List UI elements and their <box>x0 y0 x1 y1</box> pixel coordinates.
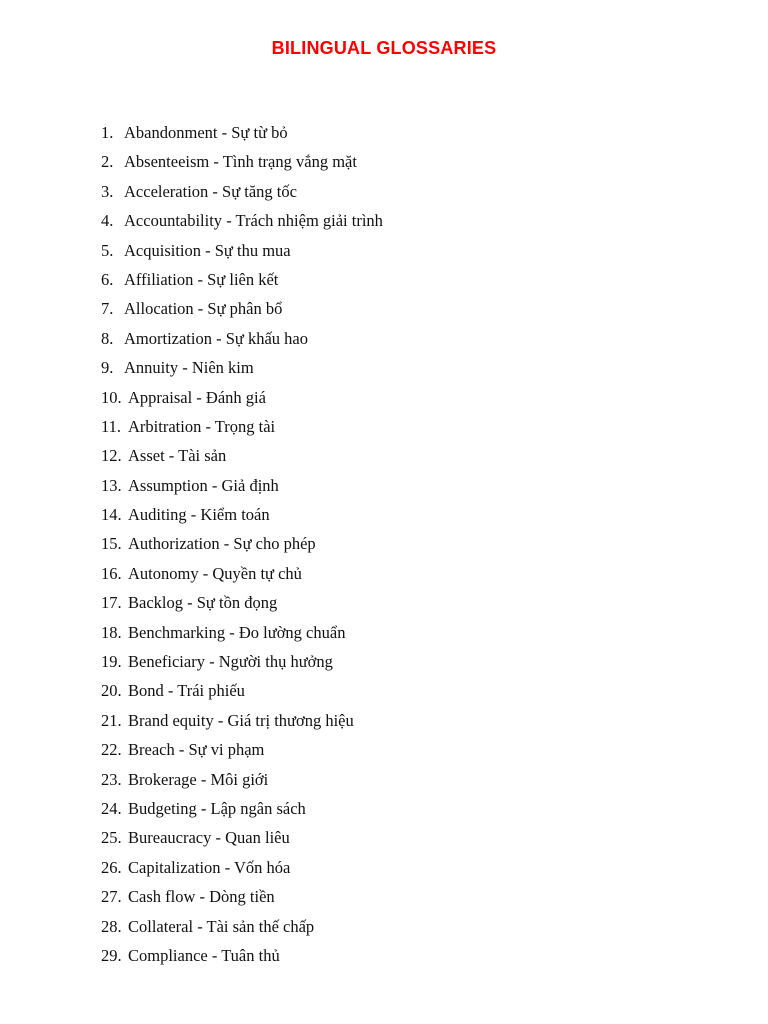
entry-term: Autonomy <box>128 563 199 583</box>
entry-separator: - <box>174 740 189 760</box>
glossary-entry <box>101 794 383 823</box>
entry-translation: Tuân thủ <box>221 945 280 965</box>
entry-number: 23. <box>101 769 122 789</box>
entry-term: Annuity <box>124 358 179 378</box>
entry-separator: - <box>201 240 215 260</box>
entry-separator: - <box>211 328 226 348</box>
entry-number: 11. <box>101 416 122 436</box>
entry-term: Brand equity <box>128 710 214 730</box>
entry-term: Benchmarking <box>128 622 226 642</box>
entry-separator: - <box>222 211 236 231</box>
entry-term: Amortization <box>124 328 212 348</box>
entry-number: 19. <box>101 652 122 672</box>
entry-term: Affiliation <box>124 269 194 289</box>
glossary-entry <box>101 353 383 382</box>
glossary-entry <box>101 676 383 705</box>
entry-number: 8. <box>101 328 114 348</box>
glossary-entry <box>101 647 383 676</box>
glossary-entry <box>101 588 383 617</box>
entry-separator: - <box>186 505 201 525</box>
entry-term: Budgeting <box>128 798 197 818</box>
entry-translation: Đo lường chuẩn <box>238 622 346 642</box>
entry-separator: - <box>207 945 222 965</box>
glossary-entry <box>101 236 383 265</box>
entry-translation: Lập ngân sách <box>210 798 306 818</box>
entry-separator: - <box>204 652 219 672</box>
glossary-entry <box>101 206 383 235</box>
entry-separator: - <box>193 916 207 936</box>
glossary-entry <box>101 529 383 558</box>
entry-term: Abandonment <box>124 123 218 142</box>
entry-translation: Tài sản thế chấp <box>206 916 315 936</box>
entry-term: Absenteeism <box>124 152 210 172</box>
entry-term: Accountability <box>124 211 223 231</box>
entry-separator: - <box>220 857 235 877</box>
entry-translation: Kiểm toán <box>200 505 270 525</box>
entry-term: Cash flow <box>128 887 196 907</box>
entry-number: 22. <box>101 740 122 760</box>
entry-term: Authorization <box>128 534 220 554</box>
entry-translation: Quyền tự chủ <box>212 563 302 583</box>
entry-separator: - <box>198 563 213 583</box>
entry-term: Asset <box>128 446 165 466</box>
glossary-entry <box>101 177 383 206</box>
entry-term: Auditing <box>128 505 187 525</box>
entry-separator: - <box>164 446 179 466</box>
entry-separator: - <box>219 534 234 554</box>
glossary-entry <box>101 471 383 500</box>
glossary-entry <box>101 412 383 441</box>
glossary-entry <box>101 500 383 529</box>
entry-translation: Giả định <box>221 475 279 495</box>
entry-term: Bureaucracy <box>128 828 212 848</box>
entry-separator: - <box>196 798 211 818</box>
entry-term: Arbitration <box>128 416 202 436</box>
entry-term: Brokerage <box>128 769 197 789</box>
glossary-entry <box>101 853 383 882</box>
glossary-entry <box>101 735 383 764</box>
entry-term: Bond <box>128 681 164 701</box>
entry-number: 14. <box>101 505 122 525</box>
glossary-entry <box>101 823 383 852</box>
entry-separator: - <box>213 710 228 730</box>
entry-number: 5. <box>101 240 114 260</box>
entry-translation: Trọng tài <box>214 416 276 436</box>
entry-translation: Sự khấu hao <box>225 328 309 348</box>
glossary-entry <box>101 706 383 735</box>
entry-number: 20. <box>101 681 122 701</box>
entry-separator: - <box>217 123 232 142</box>
entry-translation: Người thụ hưởng <box>218 652 333 672</box>
entry-number: 17. <box>101 593 122 613</box>
entry-number: 7. <box>101 299 114 319</box>
glossary-entry <box>101 912 383 941</box>
entry-translation: Vốn hóa <box>234 857 291 877</box>
entry-translation: Giá trị thương hiệu <box>227 710 354 730</box>
entry-translation: Sự liên kết <box>207 269 279 289</box>
entry-separator: - <box>192 387 206 407</box>
entry-term: Collateral <box>128 916 194 936</box>
entry-translation: Sự phân bổ <box>207 299 283 319</box>
glossary-entry <box>101 324 383 353</box>
entry-number: 26. <box>101 857 122 877</box>
entry-number: 2. <box>101 152 114 172</box>
entry-term: Allocation <box>124 299 194 319</box>
entry-separator: - <box>193 299 208 319</box>
entry-number: 29. <box>101 945 122 965</box>
glossary-entry <box>101 147 383 176</box>
glossary-entry <box>101 618 383 647</box>
glossary-list <box>101 118 383 970</box>
entry-term: Assumption <box>128 475 208 495</box>
entry-translation: Tình trạng vắng mặt <box>222 152 357 172</box>
entry-separator: - <box>193 269 208 289</box>
entry-translation: Sự vi phạm <box>188 740 265 760</box>
entry-term: Beneficiary <box>128 652 205 672</box>
entry-number: 28. <box>101 916 122 936</box>
entry-number: 25. <box>101 828 122 848</box>
entry-number: 15. <box>101 534 122 554</box>
entry-number: 13. <box>101 475 122 495</box>
entry-separator: - <box>207 475 222 495</box>
glossary-entry <box>101 765 383 794</box>
entry-separator: - <box>208 181 223 201</box>
entry-number: 27. <box>101 887 122 907</box>
glossary-entry <box>101 118 383 147</box>
entry-translation: Sự tồn đọng <box>196 593 278 613</box>
entry-term: Acquisition <box>124 240 201 260</box>
entry-term: Backlog <box>128 593 183 613</box>
page-title: BILINGUAL GLOSSARIES <box>271 38 497 58</box>
entry-term: Capitalization <box>128 857 221 877</box>
entry-translation: Sự tăng tốc <box>222 181 297 201</box>
entry-translation: Quan liêu <box>225 828 290 848</box>
glossary-entry <box>101 294 383 323</box>
entry-number: 6. <box>101 269 114 289</box>
entry-number: 18. <box>101 622 122 642</box>
entry-separator: - <box>178 358 192 378</box>
entry-separator: - <box>163 681 178 701</box>
entry-number: 9. <box>101 358 114 378</box>
entry-separator: - <box>211 828 226 848</box>
entry-translation: Môi giới <box>210 769 269 789</box>
entry-term: Breach <box>128 740 175 760</box>
entry-number: 24. <box>101 798 122 818</box>
entry-translation: Dòng tiền <box>209 887 275 907</box>
entry-number: 21. <box>101 710 122 730</box>
glossary-entry <box>101 882 383 911</box>
entry-translation: Trách nhiệm giải trình <box>235 211 383 231</box>
entry-translation: Niên kim <box>191 358 254 378</box>
glossary-entry <box>101 441 383 470</box>
entry-separator: - <box>201 416 215 436</box>
entry-separator: - <box>195 887 210 907</box>
entry-term: Compliance <box>128 945 208 965</box>
glossary-entry <box>101 383 383 412</box>
entry-translation: Sự cho phép <box>233 534 316 554</box>
glossary-entry <box>101 941 383 970</box>
entry-number: 10. <box>101 387 122 407</box>
entry-number: 12. <box>101 446 122 466</box>
entry-number: 3. <box>101 181 114 201</box>
entry-number: 16. <box>101 563 122 583</box>
entry-translation: Sự thu mua <box>214 240 291 260</box>
entry-separator: - <box>225 622 239 642</box>
entry-separator: - <box>209 152 223 172</box>
entry-term: Acceleration <box>124 181 209 201</box>
entry-number: 1. <box>101 123 114 142</box>
entry-term: Appraisal <box>128 387 193 407</box>
entry-translation: Sự từ bỏ <box>231 123 288 142</box>
entry-separator: - <box>196 769 211 789</box>
glossary-entry <box>101 265 383 294</box>
entry-number: 4. <box>101 211 114 231</box>
entry-translation: Đánh giá <box>205 387 266 407</box>
glossary-entry <box>101 559 383 588</box>
entry-separator: - <box>183 593 197 613</box>
entry-translation: Trái phiếu <box>177 681 245 701</box>
entry-translation: Tài sản <box>178 446 227 466</box>
